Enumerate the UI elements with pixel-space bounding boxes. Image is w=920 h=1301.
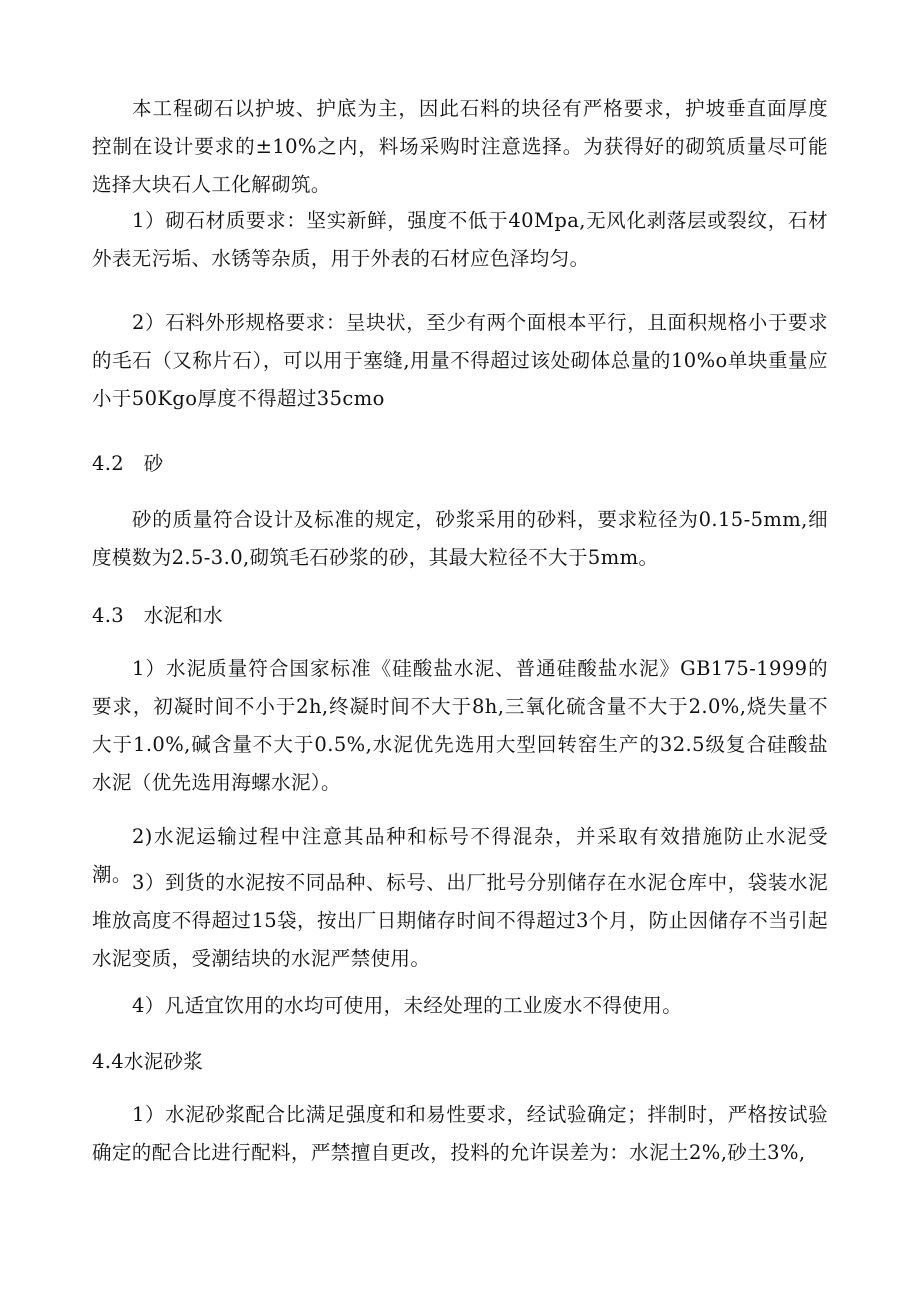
section-4-4-heading: 4.4水泥砂浆 [92, 1050, 204, 1073]
stone-requirement-1: 1）砌石材质要求：坚实新鲜，强度不低于40Mpa,无风化剥落层或裂纹，石材外表无污垢、水锈等杂质，用于外表的石材应色泽均匀。 [92, 209, 828, 270]
section-4-3-heading: 4.3 水泥和水 [92, 604, 223, 627]
mortar-requirement-1: 1）水泥砂浆配合比满足强度和和易性要求，经试验确定；拌制时，严格按试验确定的配合比进行配料，严禁擅自更改，投料的允许误差为：水泥土2%,砂土3%, [92, 1103, 828, 1164]
intro-paragraph: 本工程砌石以护坡、护底为主，因此石料的块径有严格要求，护坡垂直面厚度控制在设计要求的±10%之内，料场采购时注意选择。为获得好的砌筑质量尽可能选择大块石人工化解砌筑。 [92, 97, 828, 196]
stone-requirement-2: 2）石料外形规格要求：呈块状，至少有两个面根本平行，且面积规格小于要求的毛石（又称片石），可以用于塞缝,用量不得超过该处砌体总量的10%o单块重量应小于50Kgo厚度不得超过35cmo [92, 311, 828, 410]
water-requirement-4: 4）凡适宜饮用的水均可使用，未经处理的工业废水不得使用。 [132, 994, 683, 1017]
cement-requirement-3: 3）到货的水泥按不同品种、标号、出厂批号分别储存在水泥仓库中，袋装水泥堆放高度不得超过15袋，按出厂日期储存时间不得超过3个月，防止因储存不当引起水泥变质，受潮结块的水泥严禁使用。 [92, 871, 828, 970]
section-4-2-heading: 4.2 砂 [92, 452, 164, 475]
section-4-2-body: 砂的质量符合设计及标准的规定，砂浆采用的砂料，要求粒径为0.15-5mm,细度模数为2.5-3.0,砌筑毛石砂浆的砂，其最大粒径不大于5mm。 [92, 508, 828, 569]
cement-requirement-1: 1）水泥质量符合国家标准《硅酸盐水泥、普通硅酸盐水泥》GB175-1999的要求，初凝时间不小于2h,终凝时间不大于8h,三氧化硫含量不大于2.0%,烧失量不大于1.0%,碱含量不大于0.5%,水泥优先选用大型回转窑生产的32.5级复合硅酸盐水泥（优先选用海螺水泥）。 [92, 657, 828, 794]
cement-requirement-2: 2)水泥运输过程中注意其品种和标号不得混杂，并采取有效措施防止水泥受潮。 [92, 825, 828, 886]
